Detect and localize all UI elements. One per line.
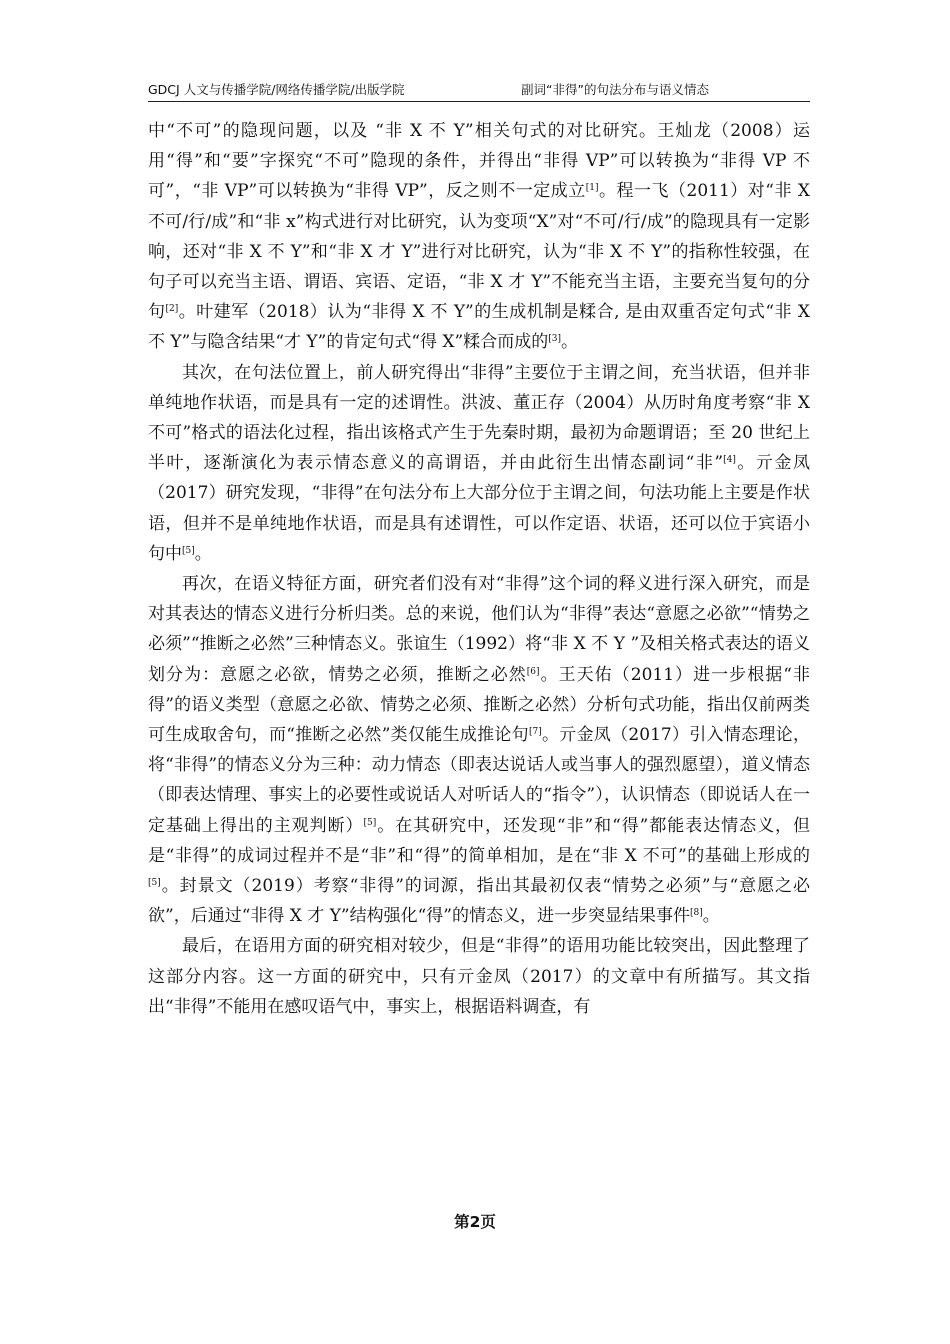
paragraph-text: 中“不可”的隐现问题，以及 “非 X 不 Y”相关句式的对比研究。王灿龙（2008）运用“得”和“要”字探究“不可”隐现的条件，并得出“非得 VP”可以转换为“非得 VP 不可”，“非 VP”可以转换为“非得 VP”，反之则不一定成立 bbox=[148, 121, 810, 202]
paragraph-text: 。在其研究中，还发现“非”和“得”都能表达情态义，但是“非得”的成词过程并不是“非”和“得”的简单相加，是在“非 X 不可”的基础上形成的 bbox=[148, 815, 811, 866]
paragraph bbox=[148, 931, 810, 1022]
citation-ref: [4] bbox=[723, 455, 736, 466]
paragraph-text: 。程一飞（2011）对“非 X 不可/行/成”和“非 x”构式进行对比研究，认为变项“X”对“不可/行/成”的隐现具有一定影响，还对“非 X 不 Y”和“非 X 才 Y”进行对比研究，认为“非 X 不 Y”的指称性较强，在句子可以充当主语、谓语、宾语、定语，“非 X 才 Y”不能充当主语，主要充当复句的分句 bbox=[148, 181, 810, 323]
citation-ref: [3] bbox=[548, 334, 561, 345]
paragraph bbox=[148, 358, 810, 569]
body-text bbox=[148, 116, 810, 1022]
citation-ref: [5] bbox=[182, 545, 195, 556]
citation-ref: [1] bbox=[585, 183, 599, 194]
paragraph-text: 。叶建军（2018）认为“非得 X 不 Y”的生成机制是糅合, 是由双重否定句式“非 X 不 Y”与隐含结果“才 Y”的肯定句式“得 X”糅合而成的 bbox=[148, 302, 811, 353]
citation-ref: [5] bbox=[363, 817, 377, 828]
citation-ref: [8] bbox=[690, 908, 703, 919]
citation-ref: [5] bbox=[148, 878, 161, 889]
paragraph-text: 。 bbox=[194, 543, 212, 564]
paragraph-text: 。 bbox=[560, 332, 578, 353]
header-institution: GDCJ 人文与传播学院/网络传播学院/出版学院 bbox=[148, 82, 405, 97]
paragraph-text: 其次，在句法位置上，前人研究得出“非得”主要位于主谓之间，充当状语，但并非单纯地作状语，而是具有一定的述谓性。洪波、董正存（2004）从历时角度考察“非 X 不可”格式的语法化过程，指出该格式产生于先秦时期，最初为命题谓语；至 20 世纪上半叶，逐渐演化为表示情态意义的高谓语，并由此衍生出情态副词“非” bbox=[148, 362, 810, 474]
paragraph bbox=[148, 116, 810, 358]
header-paper-title: 副词“非得”的句法分布与语义情态 bbox=[521, 82, 709, 97]
paragraph-text: 。 bbox=[702, 906, 720, 927]
page-header bbox=[148, 76, 810, 102]
paragraph-text: 。亓金凤（2017）引入情态理论，将“非得”的情态义分为三种：动力情态（即表达说话人或当事人的强烈愿望），道义情态（即表达情理、事实上的必要性或说话人对听话人的“指令”），认识情态（即说话人在一定基础上得出的主观判断） bbox=[148, 725, 810, 836]
citation-ref: [2] bbox=[165, 304, 179, 315]
paragraph bbox=[148, 569, 810, 931]
paragraph-text: 最后，在语用方面的研究相对较少，但是“非得”的语用功能比较突出，因此整理了这部分内容。这一方面的研究中，只有亓金凤（2017）的文章中有所描写。其文指出“非得”不能用在感叹语气中，事实上，根据语料调查，有 bbox=[148, 936, 810, 1017]
citation-ref: [7] bbox=[528, 727, 542, 738]
paragraph-text: 。封景文（2019）考察“非得”的词源，指出其最初仅表“情势之必须”与“意愿之必欲”，后通过“非得 X 才 Y”结构强化“得”的情态义，进一步突显结果事件 bbox=[148, 876, 810, 927]
paragraph-text: 。亓金凤（2017）研究发现，“非得”在句法分布上大部分位于主谓之间，句法功能上主要是作状语，但并不是单纯地作状语，而是具有述谓性，可以作定语、状语，还可以位于宾语小句中 bbox=[148, 453, 810, 564]
header-rule bbox=[148, 101, 810, 102]
paragraph-text: 。王天佑（2011）进一步根据“非得”的语义类型（意愿之必欲、情势之必须、推断之必然）分析句式功能，指出仅前两类可生成取舍句，而“推断之必然”类仅能生成推论句 bbox=[148, 664, 810, 746]
page-number: 第2页 bbox=[454, 1213, 496, 1231]
citation-ref: [6] bbox=[526, 666, 540, 677]
paragraph-text: 再次，在语义特征方面，研究者们没有对“非得”这个词的释义进行深入研究，而是对其表达的情态义进行分析归类。总的来说，他们认为“非得”表达“意愿之必欲”“情势之必须”“推断之必然”三种情态义。张谊生（1992）将“非 X 不 Y ”及相关格式表达的语义划分为：意愿之必欲，情势之必须，推断之必然 bbox=[148, 574, 810, 685]
